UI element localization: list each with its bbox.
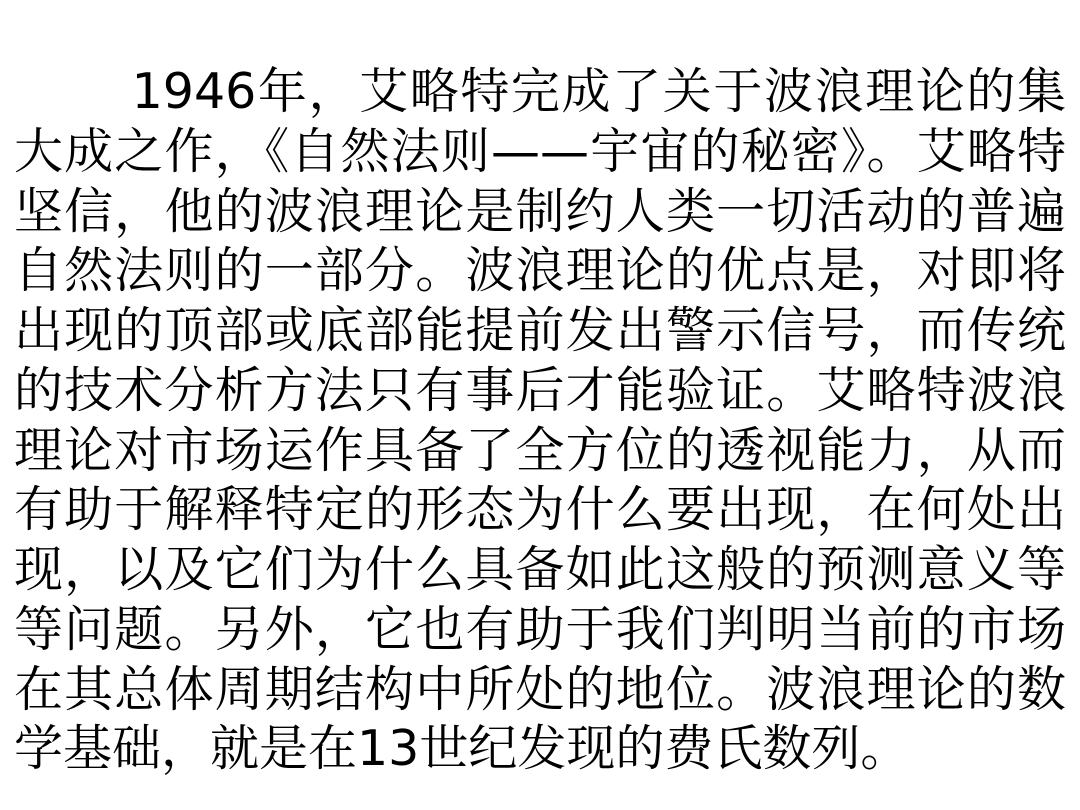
slide-body-paragraph: 1946年，艾略特完成了关于波浪理论的集大成之作，《自然法则——宇宙的秘密》。艾略特坚信，他的波浪理论是制约人类一切活动的普遍自然法则的一部分。波浪理论的优点是，对即将出现的顶部或底部能提前发出警示信号，而传统的技术分析方法只有事后才能验证。艾略特波浪理论对市场运作具备了全方位的透视能力，从而有助于解释特定的形态为什么要出现，在何处出现，以及它们为什么具备如此这般的预测意义等等问题。另外，它也有助于我们判明当前的市场在其总体周期结构中所处的地位。波浪理论的数学基础，就是在13世纪发现的费氏数列。: [14, 63, 1066, 778]
